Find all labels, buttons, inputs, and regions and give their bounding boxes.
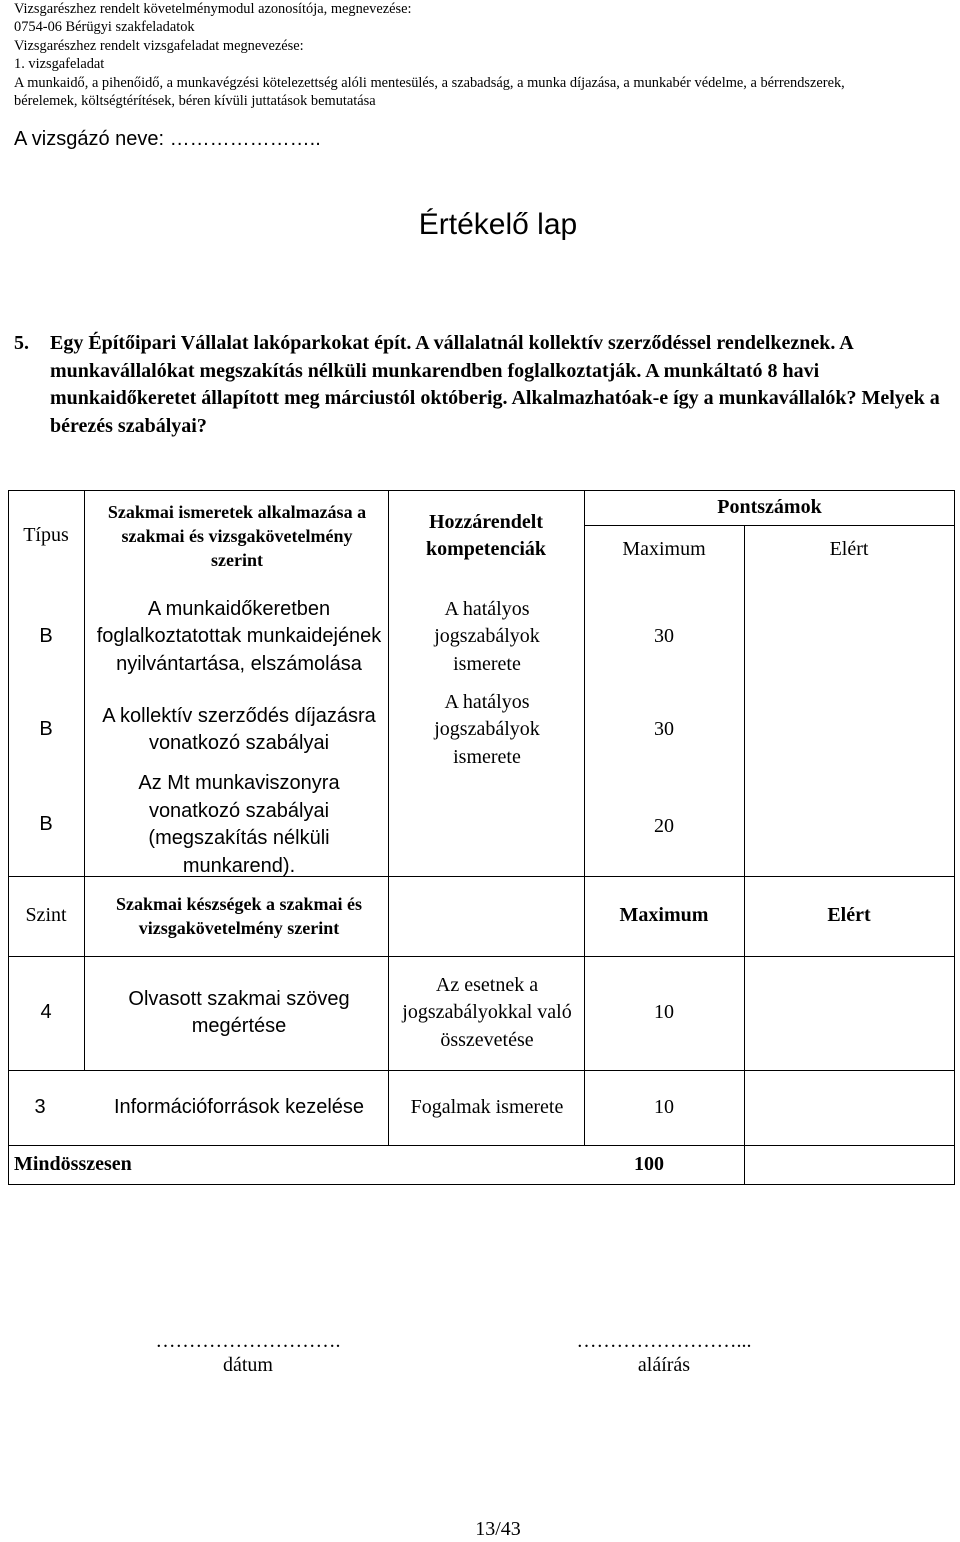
header-task-label: Vizsgarészhez rendelt vizsgafeladat megnevezése: xyxy=(14,37,304,54)
row-type: B xyxy=(39,718,53,741)
row-item: Olvasott szakmai szöveg megértése xyxy=(128,987,350,1037)
question-number: 5. xyxy=(14,332,29,354)
row-level: 3 xyxy=(34,1095,46,1118)
document-header xyxy=(14,0,954,110)
achieved-column-header-2: Elért xyxy=(827,904,871,927)
row-type: B xyxy=(39,813,53,836)
achieved-column-header: Elért xyxy=(829,538,869,561)
maximum-column-header: Maximum xyxy=(622,538,706,561)
row-type: B xyxy=(39,625,53,648)
date-dots: ………………………. xyxy=(155,1330,341,1352)
row-max-points: 30 xyxy=(654,718,674,741)
row-level: 4 xyxy=(40,1001,52,1024)
level-column-header: Szint xyxy=(25,904,67,927)
header-task-description: A munkaidő, a pihenőidő, a munkavégzési kötelezettség alóli mentesülés, a szabadság, a munka díjazása, a munkabér védelme, a bérrendszerek, xyxy=(14,74,845,91)
page-number: 13/43 xyxy=(475,1518,521,1540)
total-value: 100 xyxy=(634,1153,664,1176)
question-text: Egy Építőipari Vállalat lakóparkokat épít. A vállalatnál kollektív szerződéssel rendelkeznek. A munkavállalókat megszakítás nélküli munkarendben foglalkoztatják. A munkáltató 8 havi munkaidőkeretet állapított meg márciustól októberig. Alkalmazhatóak-e így a munkavállalók? Melyek a bérezés szabályai? xyxy=(50,332,940,437)
signature-label: aláírás xyxy=(637,1354,691,1376)
skills-column-header: Szakmai készségek a szakmai és vizsgakövetelmény szerint xyxy=(116,894,362,938)
evaluation-table xyxy=(8,490,955,1185)
row-max-points: 10 xyxy=(654,1001,674,1024)
header-task-description-cont: bérelemek, költségtérítések, béren kívüli juttatások bemutatása xyxy=(14,93,376,110)
header-module-label: Vizsgarészhez rendelt követelménymodul azonosítója, megnevezése: xyxy=(14,1,412,17)
candidate-name-field: A vizsgázó neve: ………………….. xyxy=(14,128,321,150)
signature-dots: ……………………... xyxy=(576,1330,752,1352)
question-block xyxy=(14,330,944,440)
knowledge-column-header: Szakmai ismeretek alkalmazása a szakmai és vizsgakövetelmény szerint xyxy=(107,502,367,570)
type-column-header: Típus xyxy=(23,524,69,547)
row-max-points: 30 xyxy=(654,625,674,648)
page-title: Értékelő lap xyxy=(418,208,578,241)
row-competency: Az esetnek a jogszabályokkal való összevetése xyxy=(402,973,572,1051)
competency-column-header: Hozzárendelt kompetenciák xyxy=(426,510,546,560)
total-label: Mindösszesen xyxy=(14,1153,132,1176)
header-module-name: 0754-06 Bérügyi szakfeladatok xyxy=(14,19,195,36)
row-item: Az Mt munkaviszonyra vonatkozó szabályai (megszakítás nélküli munkarend). xyxy=(138,772,340,877)
row-competency xyxy=(398,770,576,880)
row-competency: A hatályos jogszabályok ismerete xyxy=(434,597,540,675)
row-competency: Fogalmak ismerete xyxy=(410,1095,564,1118)
header-task-number: 1. vizsgafeladat xyxy=(14,56,105,73)
maximum-column-header-2: Maximum xyxy=(619,904,709,927)
row-competency: A hatályos jogszabályok ismerete xyxy=(434,690,540,768)
row-max-points: 10 xyxy=(654,1095,674,1118)
points-column-header: Pontszámok xyxy=(717,495,822,518)
row-item: Információforrások kezelése xyxy=(113,1095,365,1118)
date-label: dátum xyxy=(223,1354,273,1376)
row-item: A kollektív szerződés díjazásra vonatkozó szabályai xyxy=(102,704,376,754)
row-item: A munkaidőkeretben foglalkoztatottak munkaidejének nyilvántartása, elszámolása xyxy=(96,597,382,675)
row-max-points: 20 xyxy=(654,815,674,838)
